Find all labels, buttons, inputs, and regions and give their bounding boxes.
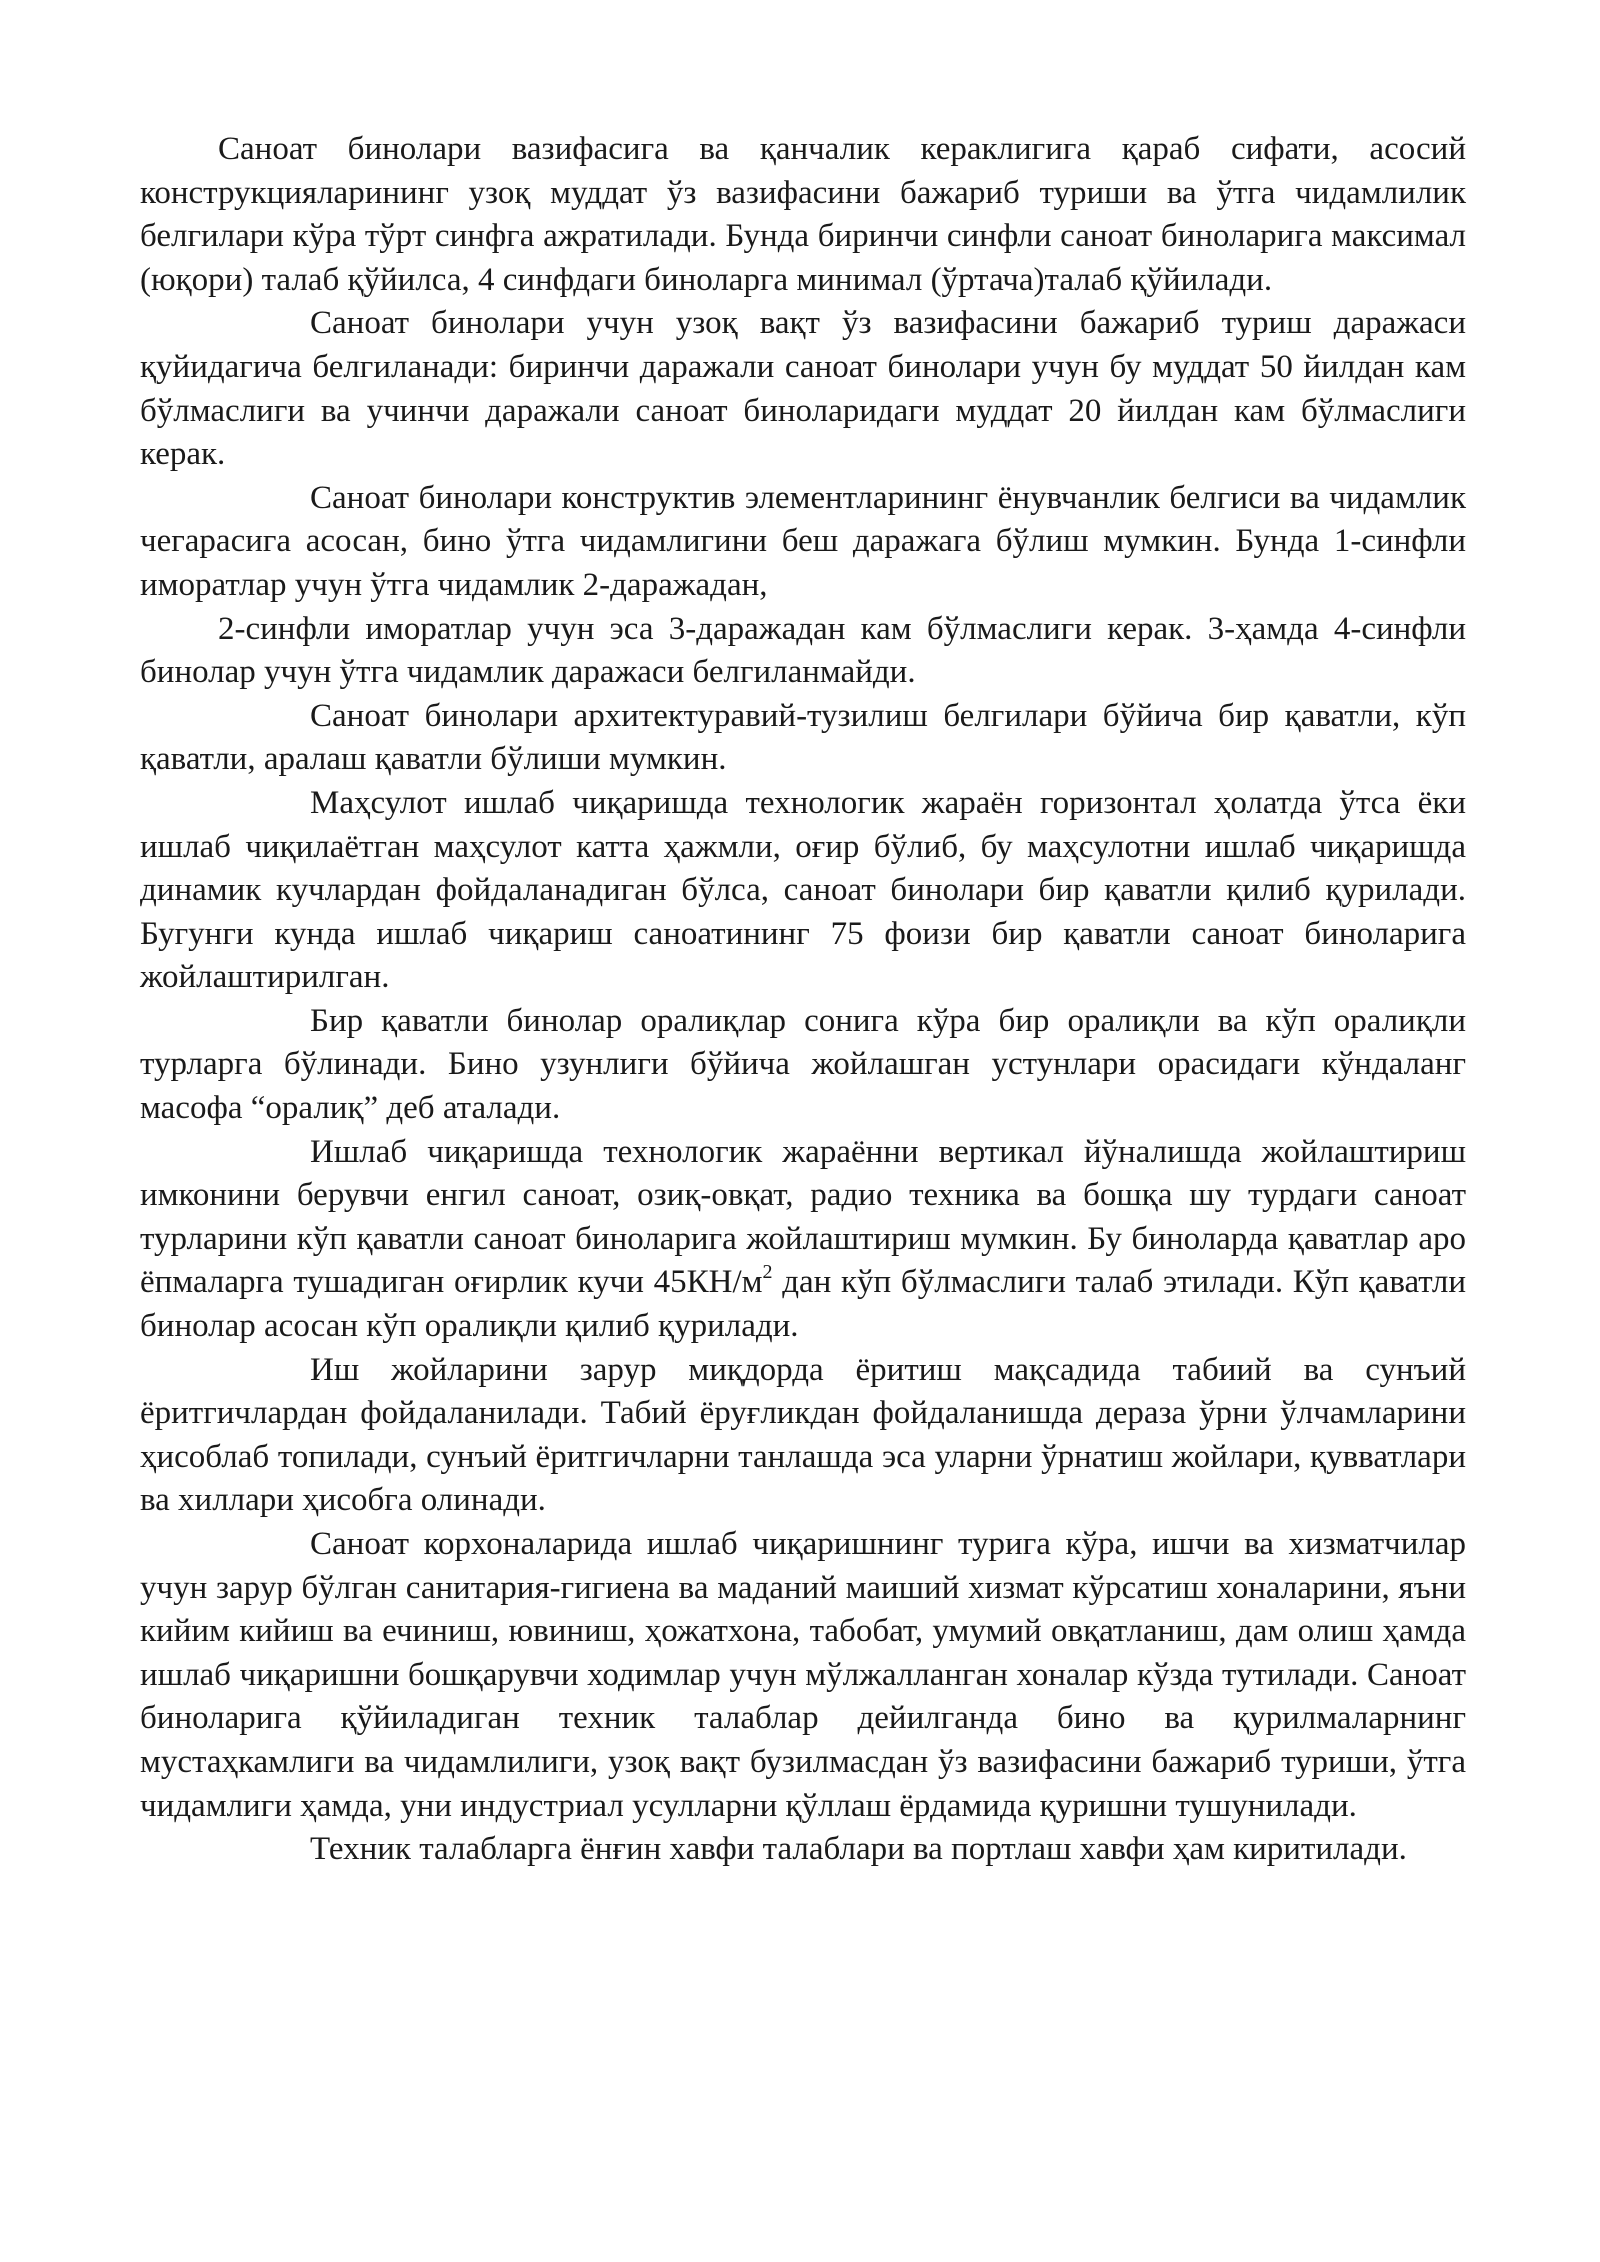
paragraph-fire-resistance: Саноат бинолари конструктив элементларининг ёнувчанлик белгиси ва чидамлик чегарасига асосан, бино ўтга чидамлигини беш даражага бўлиш мумкин. Бунда 1-синфли иморатлар учун ўтга чидамлик 2-даражадан, — [140, 479, 1466, 603]
superscript-exponent: 2 — [762, 1261, 773, 1284]
paragraph-multistorey — [140, 1131, 1466, 1349]
paragraph-single-storey: Маҳсулот ишлаб чиқаришда технологик жараён горизонтал ҳолатда ўтса ёки ишлаб чиқилаётган маҳсулот катта ҳажмли, оғир бўлиб, бу маҳсулотни ишлаб чиқаришда динамик кучлардан фойдаланадиган бўлса, саноат бинолари бир қаватли қилиб қурилади. Бугунги кунда ишлаб чиқариш саноатининг 75 фоизи бир қаватли саноат биноларига жойлаштирилган. — [140, 784, 1466, 996]
paragraph-sanitary-rooms: Саноат корхоналарида ишлаб чиқаришнинг турига кўра, ишчи ва хизматчилар учун зарур бўлган санитария-гигиена ва маданий маиший хизмат кўрсатиш хоналарини, яъни кийим кийиш ва ечиниш, ювиниш, ҳожатхона, табобат, умумий овқатланиш, дам олиш ҳамда ишлаб чиқаришни бошқарувчи ходимлар учун мўлжалланган хоналар кўзда тутилади. Саноат биноларига қўйиладиган техник талаблар дейилганда бино ва қурилмаларнинг мустаҳкамлиги ва чидамлилиги, узоқ вақт бузилмасдан ўз вазифасини бажариб туриши, ўтга чидамлиги ҳамда, уни индустриал усулларни қўллаш ёрдамида қуришни тушунилади. — [140, 1526, 1466, 1824]
document-page — [140, 128, 1466, 1872]
paragraph-lighting: Иш жойларини зарур миқдорда ёритиш мақсадида табиий ва сунъий ёритгичлардан фойдаланилади. Табий ёруғликдан фойдаланишда дераза ўрни ўлчамларини ҳисоблаб топилади, сунъий ёритгичларни танлашда эса уларни ўрнатиш жойлари, қувватлари ва хиллари ҳисобга олинади. — [140, 1351, 1466, 1519]
paragraph-classification: Саноат бинолари вазифасига ва қанчалик кераклигига қараб сифати, асосий конструкцияларининг узоқ муддат ўз вазифасини бажариб туриши ва ўтга чидамлилик белгилари кўра тўрт синфга ажратилади. Бунда биринчи синфли саноат биноларига максимал (юқори) талаб қўйилса, 4 синфдаги биноларга минимал (ўртача)талаб қўйилади. — [140, 131, 1466, 298]
paragraph-spans: Бир қаватли бинолар оралиқлар сонига кўра бир оралиқли ва кўп оралиқли турларга бўлинади. Бино узунлиги бўйича жойлашган устунлари орасидаги кўндаланг масофа “оралиқ” деб аталади. — [140, 1002, 1466, 1127]
multistorey-text-continued: дан кўп бўлмаслиги талаб этилади. Кўп қаватли бинолар асосан кўп оралиқли қилиб қурилади. — [140, 1264, 1466, 1345]
paragraph-fire-hazard: Техник талабларга ёнғин хавфи талаблари ва портлаш хавфи ҳам киритилади. — [310, 1831, 1407, 1868]
paragraph-service-life: Саноат бинолари учун узоқ вақт ўз вазифасини бажариб туриш даражаси қуйидагича белгиланади: биринчи даражали саноат бинолари учун бу муддат 50 йилдан кам бўлмаслиги ва учинчи даражали саноат биноларидаги муддат 20 йилдан кам бўлмаслиги керак. — [140, 305, 1466, 473]
paragraph-fire-resistance-continued: 2-синфли иморатлар учун эса 3-даражадан кам бўлмаслиги керак. 3-ҳамда 4-синфли бинолар учун ўтга чидамлик даражаси белгиланмайди. — [140, 610, 1466, 691]
multistorey-text: Ишлаб чиқаришда технологик жараённи вертикал йўналишда жойлаштириш имконини берувчи енгил саноат, озиқ-овқат, радио техника ва бошқа шу турдаги саноат турларини кўп қаватли саноат биноларига жойлаштириш мумкин. Бу биноларда қаватлар аро ёпмаларга тушадиган оғирлик кучи 45КН/м — [140, 1133, 1466, 1301]
paragraph-architecture: Саноат бинолари архитектуравий-тузилиш белгилари бўйича бир қаватли, кўп қаватли, аралаш қаватли бўлиши мумкин. — [140, 697, 1466, 778]
